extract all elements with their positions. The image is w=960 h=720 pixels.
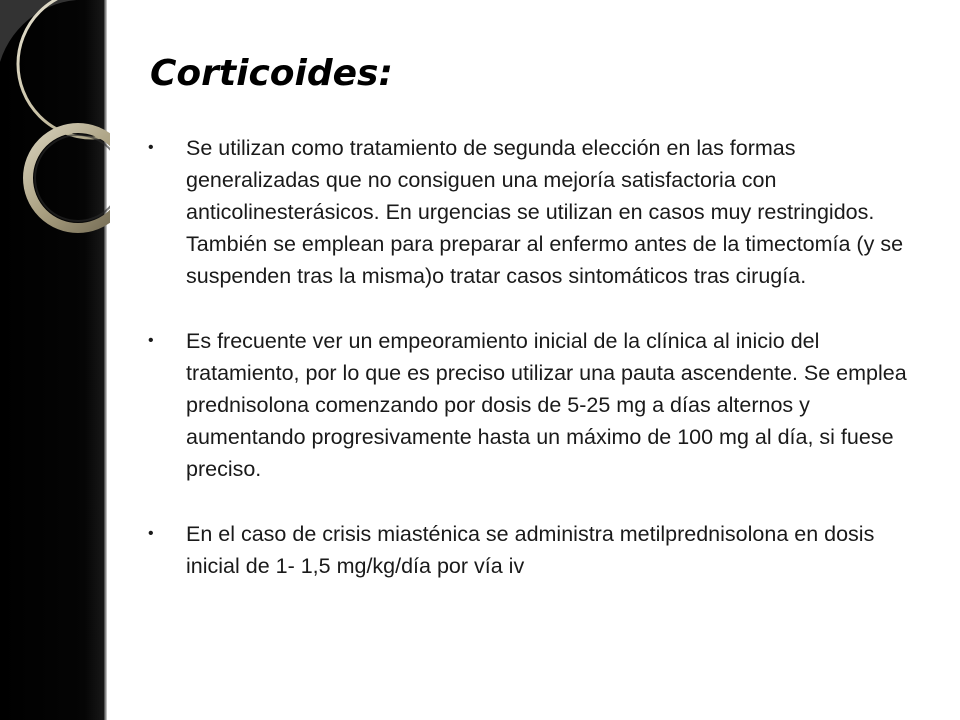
middle-ring-inner [35,135,110,221]
middle-ring [28,128,110,228]
bullet-list [148,132,918,615]
decorative-rings [0,0,110,290]
bullet-text: En el caso de crisis miasténica se administra metilprednisolona en dosis inicial de 1- 1,5 mg/kg/día por vía iv [186,522,875,578]
bullet-item-1 [148,132,918,292]
bullet-text: Se utilizan como tratamiento de segunda elección en las formas generalizadas que no consiguen una mejoría satisfactoria con anticolinesterásicos. En urgencias se utilizan en casos muy restringidos. También se emplean para preparar al enfermo antes de la timectomía (y se suspenden tras la misma)o tratar casos sintomáticos tras cirugía. [186,136,904,288]
top-ring [18,0,110,138]
bullet-marker: • [148,139,154,156]
top-ring-fill [0,0,92,62]
bullet-item-3 [148,518,918,582]
bullet-text: Es frecuente ver un empeoramiento inicial de la clínica al inicio del tratamiento, por lo que es preciso utilizar una pauta ascendente. Se emplea prednisolona comenzando por dosis de 5-25 mg a días alternos y aumentando progresivamente hasta un máximo de 100 mg al día, si fuese preciso. [186,329,907,481]
bullet-marker: • [148,332,154,349]
bullet-item-2 [148,325,918,485]
slide-title: Corticoides: [150,53,393,94]
bullet-marker: • [148,525,154,542]
